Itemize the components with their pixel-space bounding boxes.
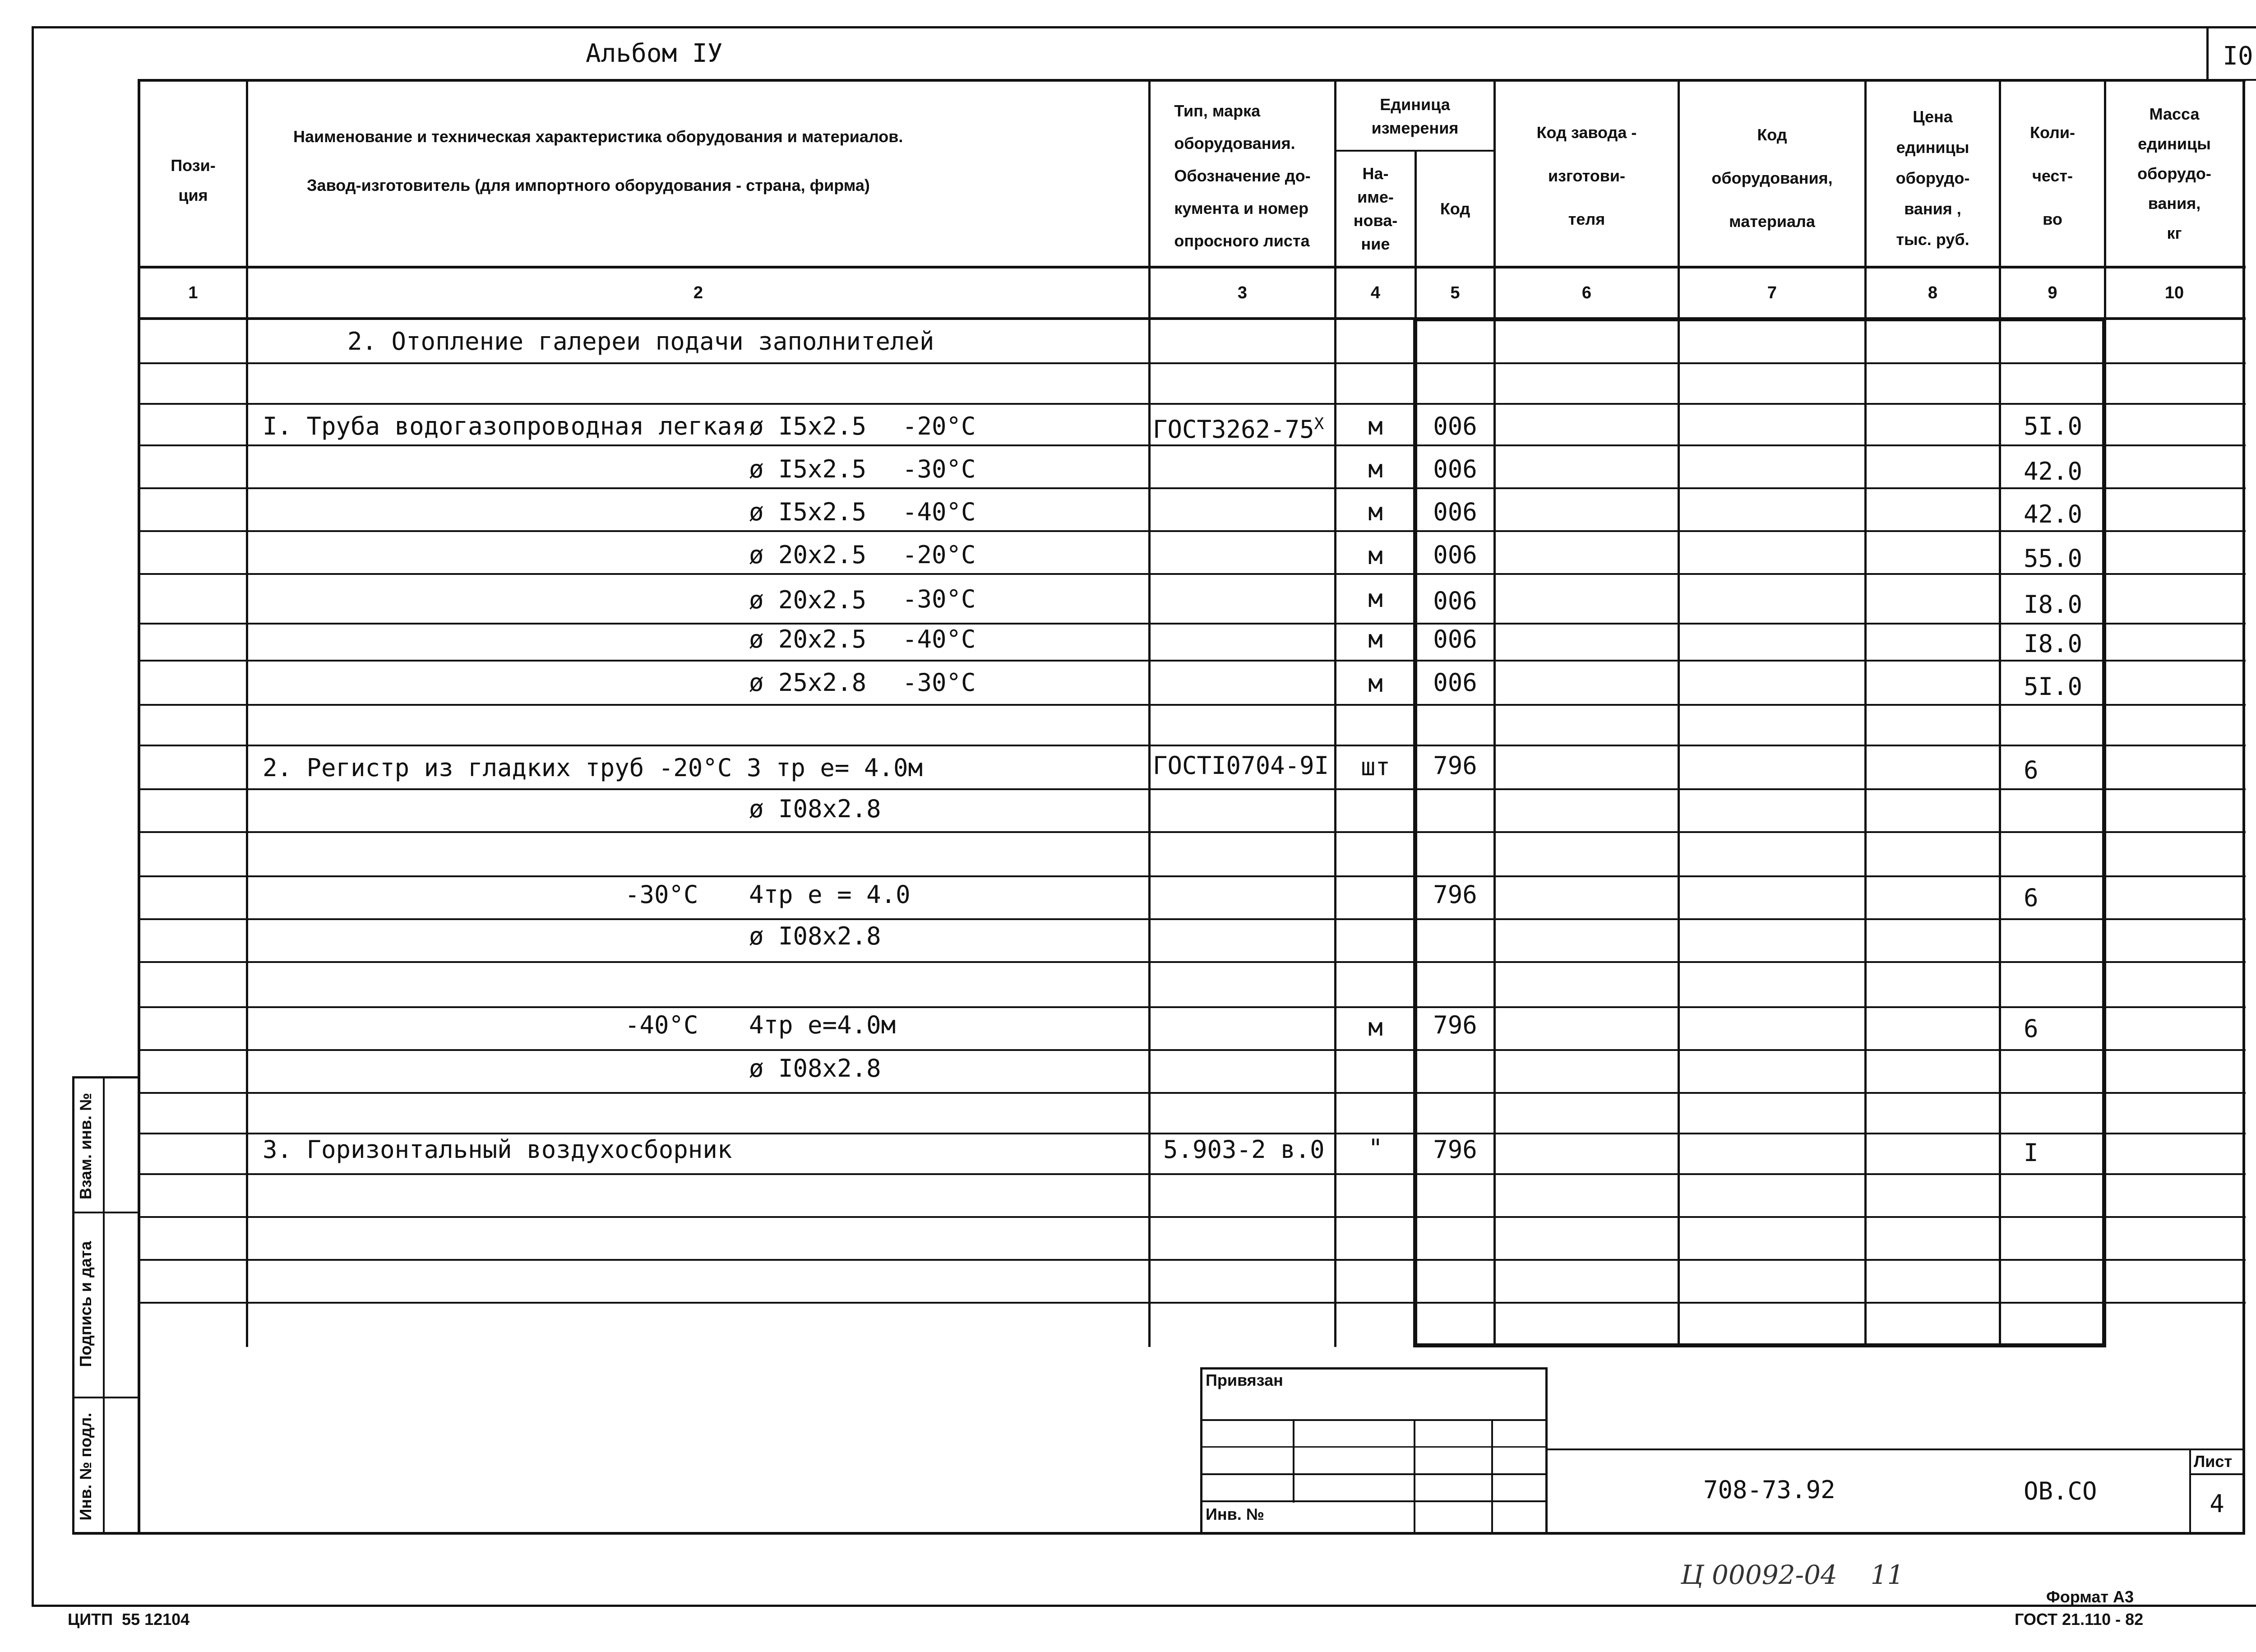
item-unit: м xyxy=(1368,541,1383,570)
header-name-line2: Завод-изготовитель (для импортного оборудования - страна, фирма) xyxy=(307,176,870,194)
item-temperature: -20°C xyxy=(902,412,976,440)
row-rule xyxy=(138,362,2246,364)
item-qty: 42.0 xyxy=(2024,457,2083,486)
row-rule xyxy=(138,961,2246,963)
col-number: 4 xyxy=(1370,283,1381,302)
row-rule xyxy=(138,487,2246,489)
stamp-inner-line xyxy=(103,1076,105,1535)
item-unit: м xyxy=(1368,669,1383,698)
side-stamp xyxy=(72,1076,140,1535)
header-quantity: Коли- чест- во xyxy=(2029,123,2076,228)
row-rule xyxy=(138,1173,2246,1175)
table-border-bottom xyxy=(72,1532,2245,1535)
row-rule xyxy=(138,1302,2246,1304)
col-number: 1 xyxy=(188,283,198,302)
item-code: 796 xyxy=(1433,880,1477,909)
row-rule xyxy=(138,1092,2246,1094)
item-name: 3. Горизонтальный воздухосборник xyxy=(263,1135,732,1164)
item-temperature: -40°C xyxy=(625,1011,698,1039)
item-name: 2. Регистр из гладких труб -20°C 3 тр e= 4.0м xyxy=(263,754,923,782)
item-doc-superscript: X xyxy=(1314,415,1324,433)
col-number: 7 xyxy=(1767,283,1777,302)
col-number: 6 xyxy=(1581,283,1592,302)
row-rule xyxy=(138,1049,2246,1051)
table-border-right xyxy=(2242,79,2245,1534)
inv-no-label: Инв. № xyxy=(1206,1505,1264,1523)
item-diameter: ø I08x2.8 xyxy=(749,795,881,823)
item-code: 796 xyxy=(1433,751,1477,780)
row-rule xyxy=(138,1006,2246,1008)
item-unit: м xyxy=(1368,455,1383,483)
item-temperature: -40°C xyxy=(902,498,976,526)
row-rule xyxy=(138,660,2246,662)
sheet-label: Лист xyxy=(2194,1452,2233,1471)
col-number: 3 xyxy=(1237,283,1248,302)
stamp-left-line xyxy=(72,1076,74,1535)
item-qty: 5I.0 xyxy=(2024,412,2083,440)
item-name: I. Труба водогазопроводная легкая xyxy=(263,412,747,440)
row-rule xyxy=(138,530,2246,532)
album-title: Альбом IУ xyxy=(586,39,723,68)
item-unit: м xyxy=(1368,1013,1383,1041)
header-unit-group: Единица измерения xyxy=(1371,95,1459,137)
item-diameter: ø 20x2.5 xyxy=(749,586,867,614)
item-doc: ГОСТI0704-9I xyxy=(1153,751,1329,780)
item-code: 006 xyxy=(1433,541,1477,569)
item-code: 006 xyxy=(1433,498,1477,526)
section-code: ОВ.СО xyxy=(2024,1477,2097,1505)
header-price: Цена единицы оборудо- вания , тыс. руб. xyxy=(1895,107,1970,249)
item-temperature: -20°C xyxy=(902,541,976,569)
stamp-podpis-label: Подпись и дата xyxy=(76,1241,95,1367)
item-temperature: -30°C xyxy=(625,880,698,909)
item-code: 006 xyxy=(1433,668,1477,697)
item-qty: 6 xyxy=(2024,1014,2039,1043)
row-rule xyxy=(138,403,2246,405)
item-diameter: ø 20x2.5 xyxy=(749,625,867,653)
footer-left: ЦИТП 55 12104 xyxy=(68,1610,190,1629)
item-unit: м xyxy=(1368,498,1383,526)
item-diameter: ø I5x2.5 xyxy=(749,455,867,483)
stamp-vzam-label: Взам. инв. № xyxy=(76,1092,95,1200)
item-code: 006 xyxy=(1433,412,1477,440)
col-number: 8 xyxy=(1928,283,1938,302)
item-unit: " xyxy=(1368,1134,1383,1162)
item-qty: 6 xyxy=(2024,756,2039,784)
col-number: 9 xyxy=(2048,283,2057,302)
row-rule xyxy=(138,918,2246,920)
item-qty: 6 xyxy=(2024,884,2039,912)
header-factory-code: Код завода - изготови- теля xyxy=(1536,123,1637,228)
row-rule xyxy=(138,1216,2246,1218)
item-unit: м xyxy=(1368,584,1383,613)
item-temperature: -40°C xyxy=(902,625,976,653)
row-rule xyxy=(138,623,2246,625)
item-temperature: -30°C xyxy=(902,585,976,613)
item-unit: шт xyxy=(1360,753,1391,781)
item-code: 006 xyxy=(1433,587,1477,615)
stamp-divider xyxy=(72,1397,140,1398)
privyazan-label: Привязан xyxy=(1206,1371,1283,1389)
thick-frame-bottom xyxy=(1413,1343,2106,1347)
item-unit: м xyxy=(1368,625,1383,653)
corner-page-number: I0 xyxy=(2223,42,2253,71)
item-qty: I8.0 xyxy=(2024,590,2083,619)
header-name-line1: Наименование и техническая характеристика оборудования и материалов. xyxy=(293,127,903,146)
item-spec: 4тр e=4.0м xyxy=(749,1011,896,1039)
sheet-number: 4 xyxy=(2210,1490,2224,1518)
col-number: 2 xyxy=(693,283,703,302)
item-qty: I8.0 xyxy=(2024,629,2083,658)
item-code: 006 xyxy=(1433,625,1477,653)
item-diameter: ø I5x2.5 xyxy=(749,498,867,526)
row-rule xyxy=(138,1259,2246,1261)
header-unit-name: На- име- нова- ние xyxy=(1353,164,1398,253)
header-mass: Масса единицы оборудо- вания, кг xyxy=(2137,105,2211,242)
row-rule xyxy=(138,875,2246,877)
item-qty: 55.0 xyxy=(2024,544,2083,573)
row-rule xyxy=(138,573,2246,575)
col-number: 10 xyxy=(2164,283,2184,302)
header-equipment-code: Код оборудования, материала xyxy=(1711,125,1833,231)
item-code: 006 xyxy=(1433,455,1477,483)
handwritten-number: Ц 00092-04 11 xyxy=(1681,1559,1904,1590)
item-diameter: ø I08x2.8 xyxy=(749,1054,881,1083)
item-doc-text: ГОСТ3262-75 xyxy=(1153,415,1314,444)
item-doc xyxy=(1153,408,1324,445)
row-rule xyxy=(138,704,2246,706)
doc-code: 708-73.92 xyxy=(1703,1476,1835,1504)
header-unit-code: Код xyxy=(1440,199,1470,218)
thick-frame-top xyxy=(1413,317,2106,321)
item-qty: I xyxy=(2024,1138,2039,1167)
item-diameter: ø I08x2.8 xyxy=(749,922,881,950)
row-rule xyxy=(138,788,2246,790)
item-diameter: ø I5x2.5 xyxy=(749,412,867,440)
stamp-inv-podl-label: Инв. № подл. xyxy=(76,1412,95,1521)
item-code: 796 xyxy=(1433,1135,1477,1164)
section-heading: 2. Отопление галереи подачи заполнителей xyxy=(347,327,934,356)
header-position: Пози- ция xyxy=(171,156,216,204)
footer-right: ГОСТ 21.110 - 82 xyxy=(2015,1610,2144,1629)
table-border-top xyxy=(138,79,2246,82)
item-temperature: -30°C xyxy=(902,668,976,697)
item-qty: 42.0 xyxy=(2024,500,2083,528)
header-type-doc: Тип, марка оборудования. Обозначение до- кумента и номер опросного листа xyxy=(1174,102,1311,250)
item-diameter: ø 20x2.5 xyxy=(749,541,867,569)
col-number: 5 xyxy=(1450,283,1460,302)
item-diameter: ø 25x2.8 xyxy=(749,668,867,697)
item-doc: 5.903-2 в.0 xyxy=(1163,1135,1325,1164)
item-qty: 5I.0 xyxy=(2024,672,2083,701)
row-rule xyxy=(138,745,2246,746)
item-unit: м xyxy=(1368,412,1383,440)
item-code: 796 xyxy=(1433,1011,1477,1039)
item-spec: 4тр e = 4.0 xyxy=(749,880,911,909)
item-temperature: -30°C xyxy=(902,455,976,483)
format-label: Формат А3 xyxy=(2046,1587,2134,1606)
row-rule xyxy=(138,831,2246,833)
